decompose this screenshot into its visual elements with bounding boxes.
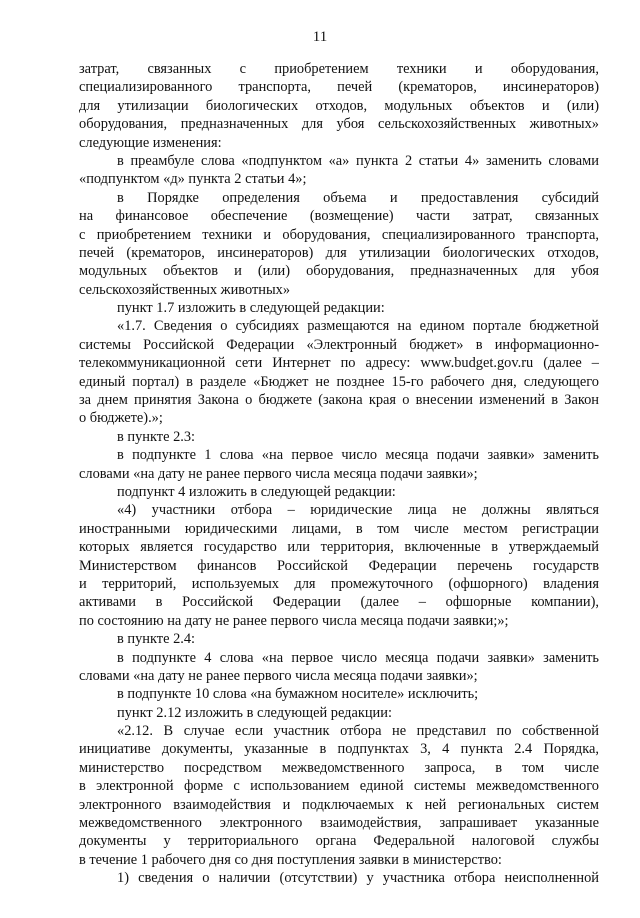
text-line: единый портал) в разделе «Бюджет не позднее 15-го рабочего дня, следующего <box>79 373 599 390</box>
text-line: в пункте 2.3: <box>117 428 196 445</box>
text-line: подпункт 4 изложить в следующей редакции: <box>117 483 396 500</box>
text-line: «4) участники отбора – юридические лица не должны являться <box>117 502 599 519</box>
text-line: инициативе документы, указанные в подпунктах 3, 4 пункта 2.4 Порядка, <box>79 741 599 758</box>
text-line: печей (крематоров, инсинераторов) для утилизации биологических отходов, <box>79 244 599 261</box>
text-line: сельскохозяйственных животных» <box>79 281 291 298</box>
text-line: в Порядке определения объема и предоставления субсидий <box>117 189 599 206</box>
text-line: Министерством финансов Российской Федерации перечень государств <box>79 557 599 574</box>
text-line: затрат, связанных с приобретением техники и оборудования, <box>79 61 599 77</box>
document-body <box>79 60 599 888</box>
text-line: системы Российской Федерации «Электронный бюджет» в информационно- <box>79 336 599 353</box>
text-line: по состоянию на дату не ранее первого числа месяца подачи заявки;»; <box>79 612 509 629</box>
text-line: и территорий, используемых для промежуточного (офшорного) владения <box>79 575 599 592</box>
text-line: в преамбуле слова «подпунктом «а» пункта 2 статьи 4» заменить словами <box>117 152 599 169</box>
text-line: оборудования, предназначенных для убоя сельскохозяйственных животных» <box>79 116 599 133</box>
text-line: которых является государство или территория, включенные в утверждаемый <box>79 539 599 556</box>
text-line: за днем принятия Закона о бюджете (закона края о внесении изменений в Закон <box>79 392 599 409</box>
text-line: межведомственного электронного взаимодействия, запрашивает указанные <box>79 815 599 832</box>
text-line: в подпункте 10 слова «на бумажном носителе» исключить; <box>117 686 479 703</box>
text-line: активами в Российской Федерации (далее – офшорные компании), <box>79 594 599 611</box>
text-line: в подпункте 1 слова «на первое число месяца подачи заявки» заменить <box>117 447 599 464</box>
text-line: пункт 2.12 изложить в следующей редакции: <box>117 704 392 721</box>
text-line: о бюджете).»; <box>79 410 163 427</box>
text-line: для утилизации биологических отходов, модульных объектов и (или) <box>79 97 599 114</box>
text-line: документы у территориального органа Федеральной налоговой службы <box>79 833 599 850</box>
text-line: «1.7. Сведения о субсидиях размещаются на едином портале бюджетной <box>117 318 599 335</box>
text-line: электронного взаимодействия и подключаемых к ней региональных систем <box>79 796 599 813</box>
text-line: с приобретением техники и оборудования, специализированного транспорта, <box>79 226 599 243</box>
text-line: министерство посредством межведомственного запроса, в том числе <box>79 759 599 776</box>
text-line: в пункте 2.4: <box>117 631 196 648</box>
text-line: модульных объектов и (или) оборудования, предназначенных для убоя <box>79 263 599 280</box>
text-line: в электронной форме с использованием единой системы межведомственного <box>79 778 599 795</box>
text-line: в подпункте 4 слова «на первое число месяца подачи заявки» заменить <box>117 649 599 666</box>
text-line: в течение 1 рабочего дня со дня поступления заявки в министерство: <box>79 851 502 868</box>
text-line: на финансовое обеспечение (возмещение) части затрат, связанных <box>79 208 599 225</box>
text-line: пункт 1.7 изложить в следующей редакции: <box>117 300 385 317</box>
text-line: иностранными юридическими лицами, в том числе местом регистрации <box>79 520 599 537</box>
text-line: телекоммуникационной сети Интернет по адресу: www.budget.gov.ru (далее – <box>79 355 599 372</box>
text-line: «подпунктом «д» пункта 2 статьи 4»; <box>79 171 307 188</box>
page-number: 11 <box>312 29 328 45</box>
text-line: словами «на дату не ранее первого числа месяца подачи заявки»; <box>79 465 478 482</box>
text-line: словами «на дату не ранее первого числа месяца подачи заявки»; <box>79 667 478 684</box>
text-line: «2.12. В случае если участник отбора не представил по собственной <box>117 723 599 740</box>
text-line: специализированного транспорта, печей (крематоров, инсинераторов) <box>79 79 599 96</box>
text-line: 1) сведения о наличии (отсутствии) у участника отбора неисполненной <box>117 870 599 887</box>
text-line: следующие изменения: <box>79 134 222 151</box>
